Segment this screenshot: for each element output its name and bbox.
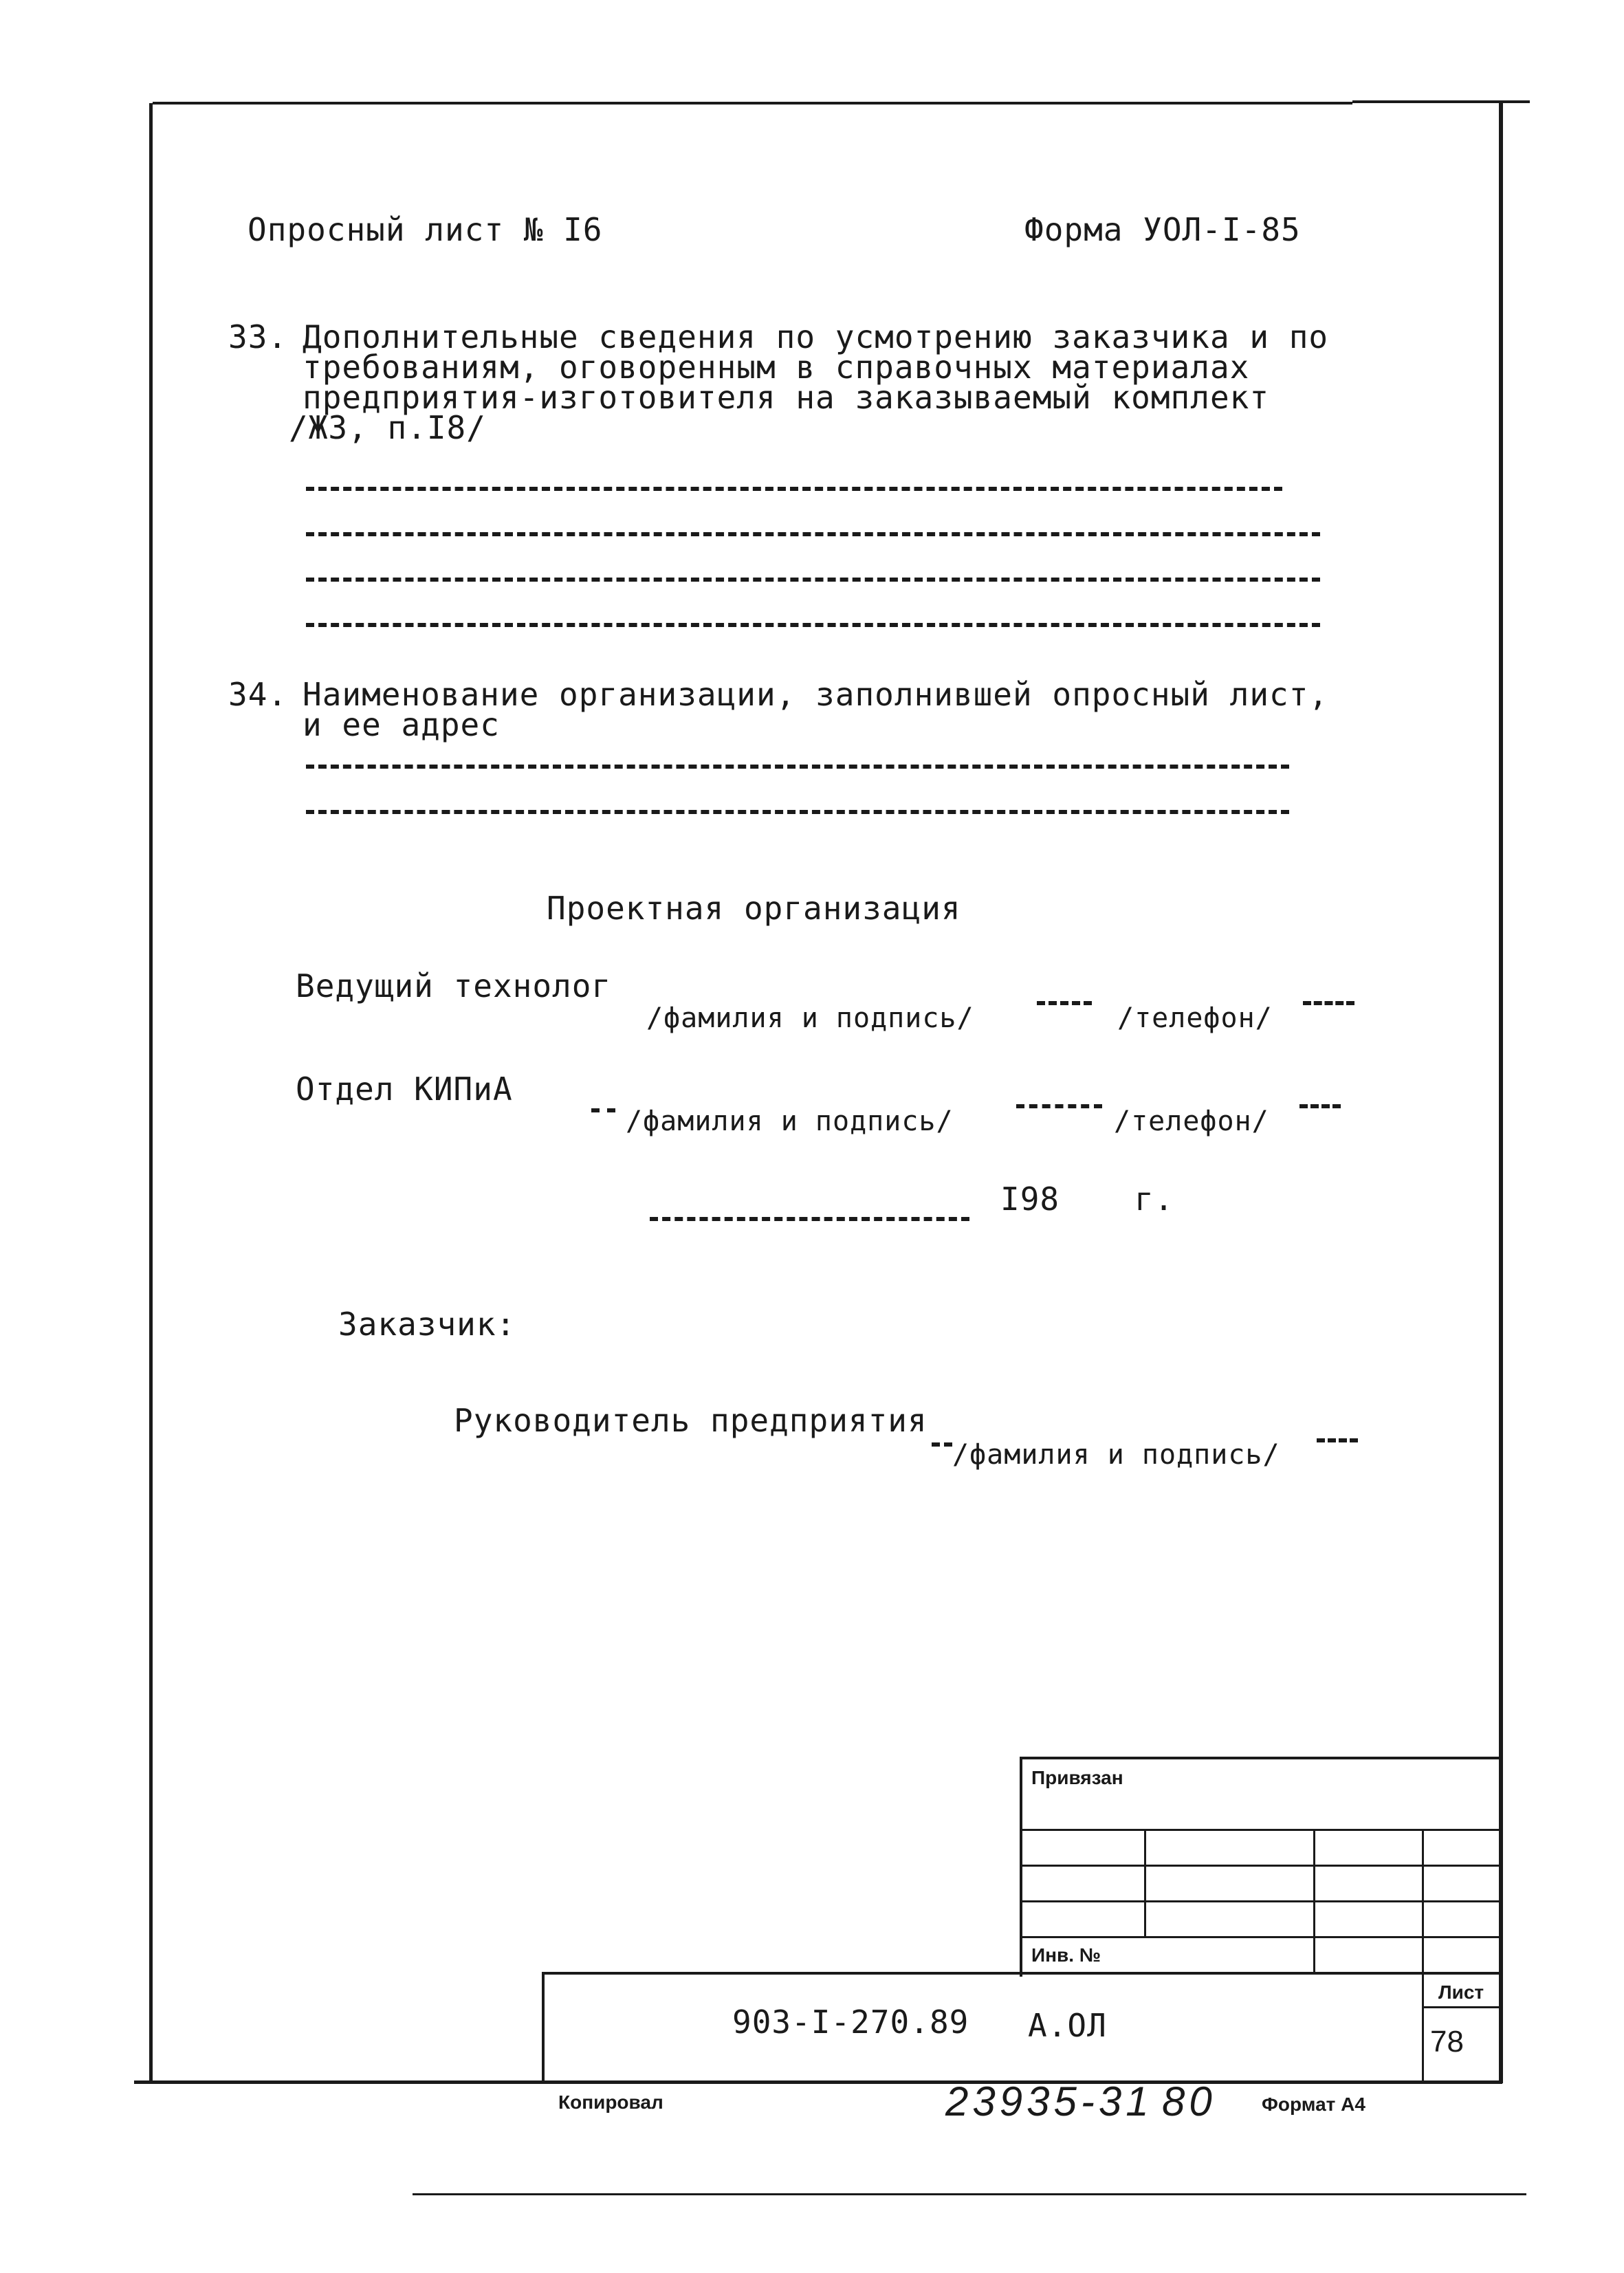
customer-label: Заказчик: xyxy=(338,1306,516,1343)
date-fill-line[interactable] xyxy=(650,1217,969,1221)
kip-signature-hint: /фамилия и подпись/ xyxy=(626,1106,954,1137)
item33-line-4: /ЖЗ, п.I8/ xyxy=(289,409,486,446)
director-tail-line xyxy=(1317,1438,1358,1442)
item33-fill-line-2[interactable] xyxy=(306,532,1320,536)
stamp-col-line-2 xyxy=(1313,1829,1315,1973)
kip-phone-hint: /телефон/ xyxy=(1114,1106,1269,1137)
form-code: Форма УОЛ-I-85 xyxy=(1024,211,1301,248)
stamp-sheet-label-line xyxy=(1422,2006,1501,2008)
frame-top-right-line xyxy=(1352,100,1530,103)
stamp-sheet-label: Лист xyxy=(1438,1981,1484,2003)
item34-fill-line-2[interactable] xyxy=(306,810,1289,814)
copied-label: Копировал xyxy=(558,2091,663,2113)
scan-edge-line xyxy=(413,2193,1526,2195)
item34-line-1: Наименование организации, заполнившей опросный лист, xyxy=(303,676,1329,713)
lead-signature-hint: /фамилия и подпись/ xyxy=(646,1002,974,1034)
stamp-bound-label: Привязан xyxy=(1031,1767,1123,1788)
item34-line-2: и ее адрес xyxy=(303,706,500,743)
item33-number: 33. xyxy=(228,318,288,355)
lead-technologist-label: Ведущий технолог xyxy=(296,967,612,1004)
frame-right-line xyxy=(1499,103,1503,2083)
frame-bottom-line xyxy=(134,2080,1502,2084)
frame-top-line xyxy=(153,102,1352,105)
item33-fill-line-3[interactable] xyxy=(306,578,1320,582)
stamp-row-line-2 xyxy=(1020,1865,1501,1867)
item34-fill-line-1[interactable] xyxy=(306,765,1289,769)
order-suffix: 80 xyxy=(1162,2078,1216,2124)
stamp-upper-left-border xyxy=(1020,1757,1022,1977)
order-number: 23935-31 xyxy=(945,2078,1153,2124)
kip-lead-line xyxy=(591,1108,615,1112)
kip-gap-line xyxy=(1016,1104,1102,1108)
kip-dept-label: Отдел КИПиА xyxy=(296,1070,513,1108)
year-suffix: г. xyxy=(1134,1181,1174,1218)
item33-line-2: требованиям, оговоренным в справочных материалах xyxy=(303,349,1250,386)
stamp-main-top-border xyxy=(542,1972,1501,1975)
stamp-row-line-4 xyxy=(1020,1936,1501,1938)
item33-fill-line-4[interactable] xyxy=(306,623,1320,627)
frame-left-line xyxy=(149,103,153,2083)
item34-number: 34. xyxy=(228,676,288,713)
kip-phone-tail-line xyxy=(1299,1104,1341,1108)
director-lead-line xyxy=(932,1442,952,1447)
stamp-col-line-1 xyxy=(1144,1829,1146,1936)
stamp-album: А.ОЛ xyxy=(1028,2007,1107,2044)
format-label: Формат А4 xyxy=(1262,2094,1365,2115)
sheet-title: Опросный лист № I6 xyxy=(248,211,603,248)
director-label: Руководитель предприятия xyxy=(454,1402,928,1439)
stamp-col-line-3 xyxy=(1422,1829,1424,2083)
lead-gap-line xyxy=(1037,1001,1092,1005)
design-org-heading: Проектная организация xyxy=(547,890,961,927)
stamp-row-line-1 xyxy=(1020,1829,1501,1831)
stamp-inv-label: Инв. № xyxy=(1031,1944,1101,1966)
stamp-sheet-number: 78 xyxy=(1430,2025,1464,2058)
item33-line-3: предприятия-изготовителя на заказываемый комплект xyxy=(303,379,1270,416)
item33-line-1: Дополнительные сведения по усмотрению заказчика и по xyxy=(303,318,1329,355)
stamp-row-line-3 xyxy=(1020,1900,1501,1902)
stamp-doc-number: 903-I-270.89 xyxy=(732,2003,969,2041)
lead-phone-tail-line xyxy=(1303,1001,1354,1005)
stamp-upper-top-border xyxy=(1020,1757,1501,1759)
lead-phone-hint: /телефон/ xyxy=(1117,1002,1273,1034)
stamp-main-left-border xyxy=(542,1972,545,2083)
item33-fill-line-1[interactable] xyxy=(306,487,1282,491)
director-signature-hint: /фамилия и подпись/ xyxy=(952,1439,1280,1471)
year-prefix: I98 xyxy=(1000,1181,1060,1218)
